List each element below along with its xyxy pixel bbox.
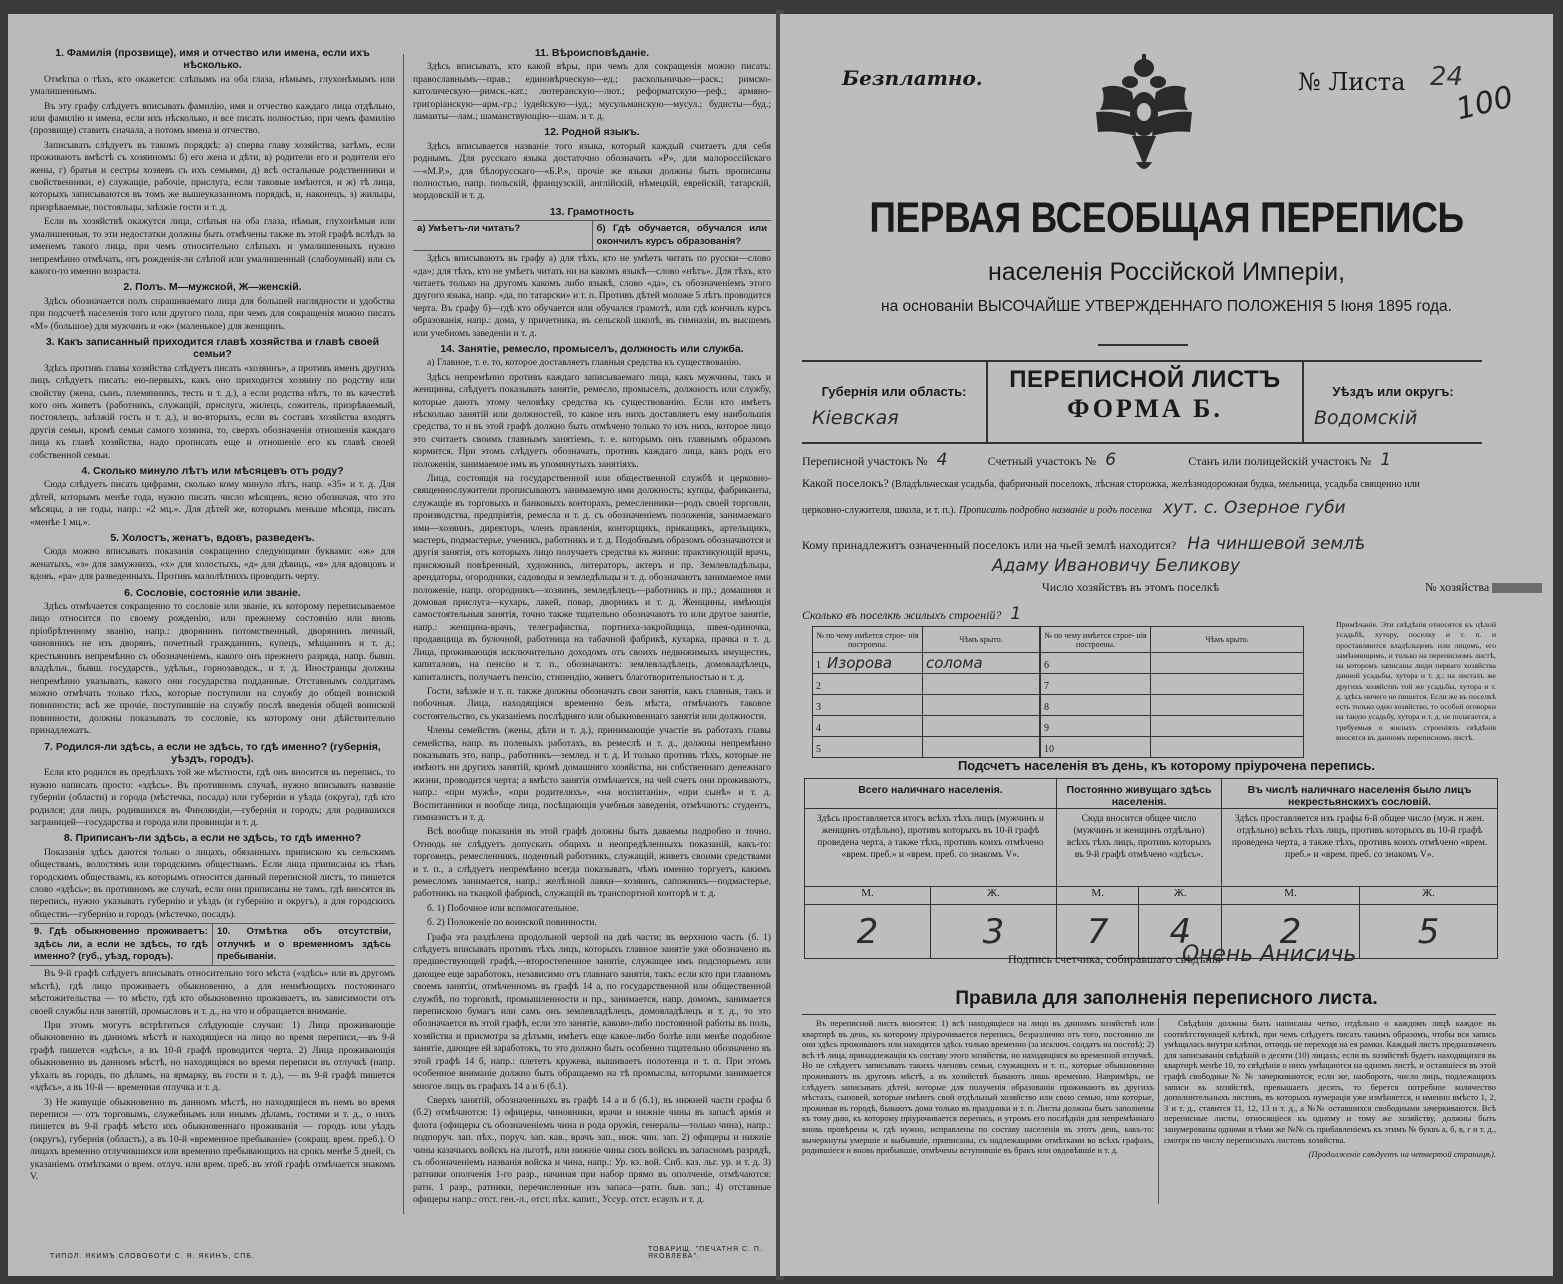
settlement-hint-2: церковно-служителя, школа, и т. п.). (802, 505, 956, 516)
section-paragraph: Гости, заѣзжіе и т. п. также должны обозначать свои занятія, какъ главныя, такъ и побочныя. Лица, находящіяся временно безъ мѣста, отмѣчаютъ таковое состоятельство, съ указаніемъ послѣдняго или обыкновеннаго занятія или должности. (413, 685, 771, 722)
section-paragraph: Здѣсь обозначается полъ спрашиваемаго лица для большей наглядности и удобства при подсчетѣ населенія того или другого пола, при чемъ для сокращенія можно писать «М» (большое) для мужчинъ и «ж» (маленькое) для женщинъ. (30, 295, 395, 332)
building-roof (1151, 716, 1304, 737)
sheet-number-label: № Листа (1298, 68, 1406, 96)
census-title: ПЕРВАЯ ВСЕОБЩАЯ ПЕРЕПИСЬ (869, 194, 1464, 242)
count-f-3: Ж. (1360, 887, 1498, 905)
household-number-redacted (1492, 583, 1542, 593)
sub-heading-row (413, 220, 771, 251)
sub-heading-left: 9. Гдѣ обыкновенно проживаетъ: здѣсь ли, а если не здѣсь, то гдѣ именно? (губ., уѣзд, городъ). (34, 926, 208, 963)
decree-line: на основаніи ВЫСОЧАЙШЕ УТВЕРЖДЕННАГО ПОЛОЖЕНІЯ 5 Іюня 1895 года. (881, 298, 1452, 315)
building-material (821, 675, 827, 693)
section-paragraph: Здѣсь вписывается названіе того языка, который каждый считаетъ для себя роднымъ. Для русскаго языка достаточно обозначить «Р», для малороссійскаго—«М.Р.», для бѣлорусскаго—«Б.Р.», прочіе же языки должны быть прописаны полностью, напр. польскій, французскій, англійскій, нѣмецкій, еврейскій, татарскій, мордовскій и т. д. (413, 140, 771, 202)
free-label: Безплатно. (842, 66, 983, 90)
households-row (802, 580, 1492, 595)
province-value: Кіевская (812, 407, 899, 429)
section-paragraph: Показанія здѣсь даются только о лицахъ, обязанныхъ припискою къ сельскимъ обществамъ, волостямъ или городскимъ обществамъ. Если лица приписаны къ тѣмъ городскимъ обществамъ, къ которымъ относится данный переписной листъ, то пишется слово «здѣсь»; въ противномъ же случаѣ, если они приписаны не тамъ, гдѣ вносятся въ перепись, нужно указывать губернію и уѣздъ (и губернію и округъ), а для городскихъ обществъ—губернію и городъ (мѣстечко, посадъ). (30, 846, 395, 920)
sub-heading-right: б) Гдѣ обучается, обучался или окончилъ курсъ образованія? (592, 221, 772, 250)
building-no: 5 (816, 744, 821, 755)
building-material (1054, 738, 1060, 756)
buildings-table-right (1040, 626, 1304, 758)
count-value-non-peasant-f: 5 (1360, 905, 1498, 959)
title-rule (1098, 344, 1188, 346)
count-desc-resident: Сюда вносится общее число (мужчинъ и женщинъ отдѣльно) всѣхъ тѣхъ лицъ, противъ которыхъ въ 9-й графѣ отмѣчено «здѣсь». (1056, 809, 1221, 887)
section-paragraph: Здѣсь отмѣчается сокращенно то сословіе или званіе, къ которому переписываемое лицо относится по своему рожденію, или прежнему состоянію или вновь пріобрѣтенному званію, напр.: дворянинъ потомственный, дворянинъ личный, чиновникъ не изъ дворянъ, почетный гражданинъ, купецъ, мѣщанинъ и т. д.; крестьянинъ непремѣнно съ обозначеніемъ, какого онъ прежнего разряда, напр. бывш. владѣльч., бывш. государств., удѣльн., горнозаводск., и т. д. Иностранцы должны непремѣнно указывать, какого они государства подданные. Отставнымъ солдатамъ можно отмѣчать только тѣхъ, которые поступили на службу до общей воинской повинности; всѣ же прочіе, поступившіе на службу послѣ введенія общей воинской повинности, должны показывать то сословіе, къ которому они дѣйствительно принадлежатъ. (30, 601, 395, 737)
section-paragraph: При этомъ могутъ встрѣтиться слѣдующіе случаи: 1) Лица проживающіе обыкновенно въ данномъ мѣстѣ и находящіеся на лицо во время переписи,—въ 9-й графѣ пишется «здѣсь», а въ 10-й графѣ проводится черта. 2) Лица проживающія обыкновенно въ данномъ мѣстѣ, но находящіяся во время переписи въ отлучкѣ (напр. уѣхалъ въ городъ, по дѣламъ, на ярмарку, въ гости и т. д.), — въ 9-й графѣ пишется «здѣсь», а въ 10-й — временная отлучка и т. д. (30, 1020, 395, 1094)
building-material (1049, 675, 1055, 693)
owner-row-2 (802, 556, 1492, 576)
camp-label: Станъ или полицейскій участокъ № (1188, 454, 1372, 468)
section-paragraph: Записывать слѣдуетъ въ такомъ порядкѣ: а) сперва главу хозяйства, затѣмъ, если проживаютъ вмѣстѣ съ хозяиномъ: б) его жена и дѣти, в) родители его и родители его жены, г) братья и сестры хозяевъ съ ихъ семьями, д) всѣ остальные родственники и свойственники, е) служащіе, рабочіе, прислуга, если таковые имѣются, и ж) тѣ лица, которыхъ записываются въ томъ же вышеуказанномъ порядкѣ, и, наконецъ, з) жильцы, призрѣваемые, постояльцы, заѣзжіе гости и т. д. (30, 139, 395, 213)
rules-divider (1158, 1018, 1159, 1204)
precinct-value: 4 (936, 450, 948, 470)
count-value-resident-m: 7 (1056, 905, 1139, 959)
rules-rule (802, 1014, 1496, 1015)
buildings-value: 1 (1010, 604, 1022, 624)
population-count-table (804, 778, 1498, 959)
settlement-value: хут. с. Озерное губи (1163, 498, 1346, 518)
section-heading: 8. Приписанъ-ли здѣсь, а если не здѣсь, то гдѣ именно? (63, 832, 362, 845)
building-cell (813, 716, 923, 737)
building-roof (1151, 695, 1304, 716)
section-paragraph: Графа эта раздѣлена продольной чертой на двѣ части; въ верхнюю часть (б. 1) слѣдуетъ вписывать противъ тѣхъ лицъ, которыхъ главное занятіе уже обозначено въ предшествующей графѣ,—второстепенное занятіе, служащее имъ подспорьемъ или дающее еще заработокъ, независимо отъ главнаго занятія, такъ: если кто при главномъ своемъ занятіи, отмѣченномъ въ графѣ 14 а, по государственной или общественной службѣ, по торговлѣ, промышленности и пр., занимается, напр. домомъ, занимается перепискою бумагъ или самъ онъ землевладѣлецъ, домовладѣлецъ и т. д., то это обозначается въ этой графѣ, если это занятіе, каково-либо постоянной работы въ поль, хозяйства и присмотра за дѣтьми, имѣетъ еще какое-либо болѣе или менѣе подобное занятіе, дающее ей заработокъ, то это должно быть особенно тщательно обозначено въ этой графѣ 14 б, напр.: плететъ кружева, вышиваетъ полотенца и т. п. При этомъ особенное вниманіе должно быть обращаемо на тѣ промыслы, которыми занимается многое лицъ въ графахъ 14 а и 6 (б.1). (413, 931, 771, 1092)
building-row (813, 716, 1040, 737)
section-paragraph: Здѣсь вписывать, кто какой вѣры, при чемъ для сокращенія можно писать: православнымъ—прав.; единовѣрческую—ед.; раскольничью—раск.; римско-католическую—римск.-кат.; лютеранскую—лют.; реформатскую—реф.; армяно-григоріанскую—арм.-гр.; іудейскую—іуд.; мусульманскую—мусул.; будисты—буд.; ламаиты—лам.; шаманствующію—шам. и т. д. (413, 61, 771, 123)
buildings-col-no-2: № по чему имѣется строе- нія построены. (1041, 627, 1151, 653)
count-m-2: М. (1056, 887, 1139, 905)
section-heading: 13. Грамотность (549, 205, 635, 218)
building-row (813, 737, 1040, 758)
building-no: 1 (816, 660, 821, 671)
sub-heading-row (30, 923, 395, 966)
section-paragraph: Сверхъ занятій, обозначенныхъ въ графѣ 14 а и б (б.1), въ нижней части графы б (б.2) отмѣчаются: 1) офицеры, чиновники, врачи и нижніе чины въ запасѣ армія и флота (офицеры съ обозначеніемъ чина и рода оружія, генералы—только чина), напр.: подпоруч. зап. пѣх., поруч. зап. кав., врачъ зап., ниж. чин. зап. 2) офицеры и нижніе чины казачьихъ войскъ на льготѣ, или нижніе чины сихъ войскъ въ запасномъ разрядѣ, съ обозначеніемъ названія войска и чина, напр.: Ур. кз. вой. Сиб. каз. льг. ур. и т. д. 3) ратники ополченія 1-го разр., начиная при набор прямо въ ополченіе, отмѣчаются: ратн. 1 разр., ратники, перечисленные изъ запаса—ратн. быв. зап.; 4) отставные офицеры напр.: отст. ген.-л., отст. пѣх. капит., Уссур. отст. есаулъ и т. д. (413, 1094, 771, 1206)
form-title-box (986, 360, 1304, 444)
instructions-column-1 (30, 44, 395, 1185)
right-page (780, 14, 1553, 1276)
section-paragraph: б. 1) Побочное или вспомогательное. (427, 902, 579, 914)
building-material (821, 717, 827, 735)
building-no: 2 (816, 681, 821, 692)
section-heading: 12. Родной языкъ. (544, 126, 640, 139)
building-row (1041, 695, 1304, 716)
building-cell (813, 737, 923, 758)
section-paragraph: Отмѣтка о тѣхъ, кто окажется: слѣпымъ на оба глаза, нѣмымъ, глухонѣмымъ или умалишеннымъ. (30, 73, 395, 98)
owner-value: На чиншевой землѣ (1187, 534, 1366, 554)
instructions-column-2 (413, 44, 771, 1209)
buildings-table-left (812, 626, 1040, 758)
building-no: 4 (816, 723, 821, 734)
building-cell (813, 695, 923, 716)
section-paragraph: а) Главное, т. е. то, которое доставляетъ главныя средства къ существованію. (427, 357, 742, 369)
building-material (1049, 696, 1055, 714)
district-value: Водомскій (1314, 407, 1418, 429)
counting-value: 6 (1105, 450, 1117, 470)
households-label: Число хозяйствъ въ этомъ поселкѣ (1042, 580, 1220, 594)
section-heading: 6. Сословіе, состояніе или званіе. (124, 586, 301, 599)
rules-continued: (Продолженіе слѣдуетъ на четвертой страницѣ). (1308, 1149, 1496, 1160)
district-label: Уѣздъ или округъ: (1332, 384, 1454, 399)
buildings-col-no: № по чему имѣется строе- нія построены. (813, 627, 923, 653)
count-f-2: Ж. (1139, 887, 1222, 905)
building-no: 9 (1044, 723, 1049, 734)
building-roof (1151, 674, 1304, 695)
building-material (821, 738, 827, 756)
building-row (1041, 653, 1304, 674)
count-value-non-peasant-m: 2 (1222, 905, 1360, 959)
census-subtitle: населенія Россійской Имперіи, (987, 258, 1346, 286)
building-cell (1041, 695, 1151, 716)
building-row (813, 653, 1040, 674)
sub-heading-right: 10. Отмѣтка объ отсутствіи, отлучкѣ и о временномъ здѣсь пребываніи. (212, 924, 395, 965)
building-no: 3 (816, 702, 821, 713)
settlement-instruction: Прописать подробно названіе и родъ поселка (959, 505, 1153, 516)
section-paragraph: б. 2) Положеніе по воинской повинности. (427, 917, 597, 929)
count-head-present: Всего наличнаго населенія. (805, 779, 1057, 809)
building-row (813, 695, 1040, 716)
owner-row (802, 534, 1492, 554)
count-desc-present: Здѣсь проставляется итогъ всѣхъ тѣхъ лицъ (мужчинъ и женщинъ отдѣльно), противъ которыхъ въ 10-й графѣ проведена черта, а также тѣхъ, противъ коихъ отмѣчено «врем. преб.» и «врем. преб. со знакомъ V». (805, 809, 1057, 887)
section-heading: 1. Фамилія (прозвище), имя и отчество или имена, если ихъ нѣсколько. (55, 47, 370, 72)
building-no: 8 (1044, 702, 1049, 713)
buildings-label: Сколько въ поселкѣ жилыхъ строеній? (802, 608, 1002, 622)
sheet-number-stamp: 100 (1452, 79, 1517, 128)
double-headed-eagle-emblem (1092, 52, 1196, 176)
rules-right-text: Свѣдѣнія должны быть написаны четко, отдѣльно о каждомъ лицѣ каждое въ соотвѣтствующей клѣткѣ, при чемъ слѣдуетъ писать такимъ образомъ, чтобы вся запись умѣщалась внутри клѣтки, отнюдь не переходя на ея рамки. Каждый листъ предназначенъ для записыванія свѣдѣній о десяти (10) лицахъ; если въ хозяйствѣ будетъ находящихся въ квартирѣ менѣе 10, то свѣдѣнія о нихъ умѣщаются на одномъ листѣ, и оставшіеся въ этой графѣ свободные № № зачеркиваются; если же, наоборотъ, число лицъ, подлежащихъ записи въ хозяйствѣ, превышаетъ десять, то берется потребное количество дополнительныхъ листовъ, въ которыхъ нумерація уже измѣняется, и именно вмѣсто 1, 2, 3 и т. д., ставится 11, 12, 13 и т. д., а №№ оставшихся свободными зачеркиваются. Всѣ переписные листы, относящіеся къ одному и тому же хозяйству, должны быть занумерованы одними и тѣми же №№ съ прибавленіемъ къ этимъ № буквъ а, б, в, г и т. д., смотря по числу переписныхъ листовъ хозяйства. (1164, 1018, 1496, 1145)
sub-heading-left: а) Умѣетъ-ли читать? (417, 223, 521, 235)
owner-label: Кому принадлежитъ означенный поселокъ или на чьей землѣ находится? (802, 538, 1177, 552)
building-row (813, 674, 1040, 695)
form-title: ПЕРЕПИСНОЙ ЛИСТЪ (1009, 366, 1281, 393)
count-desc-non-peasant: Здѣсь проставляется изъ графы 6-й общее число (муж. и жен. отдѣльно) всѣхъ тѣхъ лицъ, противъ которыхъ въ 10-й графѣ проведена черта, а также тѣхъ, противъ коихъ отмѣчено «врем. преб.» и «врем. преб. со знакомъ V». (1222, 809, 1498, 887)
count-head-resident: Постоянно живущаго здѣсь населенія. (1056, 779, 1221, 809)
section-heading: 2. Полъ. М—мужской, Ж—женскій. (123, 281, 302, 294)
building-cell (1041, 674, 1151, 695)
column-divider (403, 54, 404, 1214)
count-head-non-peasant: Въ числѣ наличнаго населенія было лицъ некрестьянскихъ сословій. (1222, 779, 1498, 809)
building-roof (923, 674, 1040, 695)
section-paragraph: Сюда слѣдуетъ писать цифрами, сколько кому минуло лѣтъ, напр. «35» и т. д. Для дѣтей, которымъ менѣе года, нужно писать число мѣсяцевъ, ясно обозначая, что это мѣсяцы, а не годы, напр.: «2 мц.». Для дѣтей же, которымъ меньше мѣсяца, писать «менѣе 1 мц.». (30, 479, 395, 528)
form-type: ФОРМА Б. (1067, 394, 1223, 423)
district-box (1304, 360, 1482, 444)
count-m-3: М. (1222, 887, 1360, 905)
building-cell (813, 653, 923, 674)
section-heading: 4. Сколько минуло лѣтъ или мѣсяцевъ отъ роду? (81, 465, 344, 477)
section-paragraph: 3) Не живущіе обыкновенно въ данномъ мѣстѣ, но находящіеся въ немъ во время переписи — отъ торговымъ, служебнымъ или инымъ дѣламъ, гостями и т. д., о нихъ пишется въ 9-й графѣ мѣсто ихъ обыкновеннаго проживанія — городъ или уѣздъ (округъ), губернія (область), а въ 10-й «временное пребываніе» (сокращ. врем. преб.). О лицахъ временно отлучившихся или временно пребывающихъ на срокъ менѣе 5 дней, съ указаніемъ отмѣтками о врем. отлуч. или врем. преб. въ этой графѣ отмѣчается знакомъ V. (30, 1096, 395, 1182)
province-box (802, 360, 986, 444)
building-cell (1041, 653, 1151, 674)
building-no: 7 (1044, 681, 1049, 692)
camp-value: 1 (1380, 450, 1392, 470)
settlement-label: Какой поселокъ? (802, 476, 889, 490)
sheet-number-value: 24 (1430, 62, 1464, 92)
building-roof: солома (923, 653, 1040, 674)
household-number-label: № хозяйства (1425, 580, 1490, 594)
building-roof (1151, 653, 1304, 674)
section-heading: 5. Холостъ, женатъ, вдовъ, разведенъ. (110, 532, 315, 545)
printer-imprint-right: ТОВАРИЩ. "ПЕЧАТНЯ С. П. ЯКОВЛЕВА". (648, 1246, 763, 1260)
building-roof (1151, 737, 1304, 758)
building-row (1041, 674, 1304, 695)
count-value-present-f: 3 (930, 905, 1056, 959)
building-material (1049, 717, 1055, 735)
precinct-label: Переписной участокъ № (802, 454, 928, 468)
count-m-1: М. (805, 887, 931, 905)
section-paragraph: Если въ хозяйствѣ окажутся лица, слѣпыя на оба глаза, нѣмыя, глухонѣмыя или умалишенныя, то эти недостатки должны быть отмѣчены также въ этой графѣ вслѣдъ за именемъ такого лица, при чемъ относительно слѣпыхъ и умалишенныхъ нужно непремѣнно отмѣчать, отъ рожденія-ли слѣпой или умалишенный (слабоумный) или съ какого-то именно возраста. (30, 216, 395, 277)
enumerator-signature: Очень Анисичь (1182, 942, 1357, 967)
building-row (1041, 737, 1304, 758)
section-paragraph: Члены семействъ (жены, дѣти и т. д.), принимающіе участіе въ работахъ главы семейства, напр. въ полевыхъ работахъ, въ ремеслѣ и т. д., должны непремѣнно показывать это, напр., работникъ—землед. и т. д. И только противъ тѣхъ, которые не имѣютъ ни другихъ занятій, кромѣ домашняго хозяйства, ни собственнаго денежнаго жизни, проводится черта; а вмѣсто занятія отмѣчается, на чей счетъ они проживаютъ, напр.: «при мужѣ», «при родителяхъ», «на воспитаніи», «при сынѣ» и т. д. Воспитанники и вообще лица, посѣщающія учебныя заведенія, отмѣчаютъ: студентъ, гимназистъ и т. д. (413, 725, 771, 823)
section-paragraph: Въ 9-й графѣ слѣдуетъ вписывать относительно того мѣста («здѣсь» или въ другомъ мѣстѣ), гдѣ лицо проживаетъ обыкновенно, а для неимѣющихъ постояннаго мѣстожительства — то мѣсто, гдѣ кто обыкновенно проживаетъ, въ зависимости отъ своей службы или занятій, промысловъ и т. д., на что и обращается вниманіе. (30, 968, 395, 1017)
building-no: 6 (1044, 660, 1049, 671)
building-roof (923, 695, 1040, 716)
building-cell (1041, 737, 1151, 758)
count-f-1: Ж. (930, 887, 1056, 905)
buildings-col-roof-2: Чѣмъ крыто. (1151, 627, 1304, 653)
owner-value-2: Адаму Ивановичу Беликову (992, 556, 1241, 576)
section-paragraph: Сюда можно вписывать показанія сокращенно следующими буквами: «ж» для женатыхъ, «з» для замужнихъ, «х» для холостыхъ, «д» для дѣвицъ, «в» для вдовцовъ и вдовъ, «ра» для разведенныхъ. Противъ малолѣтнихъ проводить черту. (30, 546, 395, 583)
section-paragraph: Здѣсь непремѣнно противъ каждаго записываемаго лица, какъ мужчины, такъ и женщины, слѣдуетъ показывать занятіе, ремесло, промыселъ, должность или службу, которые даютъ этому человѣку средства къ существованію. Если кто имѣетъ нѣсколько занятій или должностей, то какое изъ нихъ доставляетъ ему наибольшія средства, то и въ этой графѣ должно быть отмѣчено только то изъ нихъ, которое лицо это считаетъ своимъ главнымъ занятіемъ, т. е. которымъ онъ главнымъ образомъ кормится. При этомъ слѣдуетъ обозначать, противъ каждаго лица, какъ родъ его положенія, занимаемое имъ въ упомянутыхъ занятіяхъ. (413, 371, 771, 470)
section-heading: 7. Родился-ли здѣсь, а если не здѣсь, то гдѣ именно? (губернія, уѣздъ, городъ). (44, 740, 381, 765)
building-row (1041, 716, 1304, 737)
section-paragraph: Здѣсь противъ главы хозяйства слѣдуетъ писать «хозяинъ», а противъ именъ другихъ лицъ слѣдуетъ писать: ею-первыхъ, какъ оно приходится хозяину по родству или свойству (жена, сынъ, племянникъ, тесть и т. д.), а если родства нѣтъ, то въ качествѣ кого онъ живетъ (работникъ, служащій, прислуга, жилецъ, сожитель, призрѣваемый, постоялецъ, заѣзжій гость и т. д.), и во-вторыхъ, если въ составъ хозяйства входятъ другія семьи, кромѣ семьи самого хозяина, то, сверхъ обозначенія отношенія каждаго лица къ главѣ хозяйства, надо прописать еще и отношеніе его къ главѣ своей собственной семьи. (30, 362, 395, 461)
count-header: Подсчетъ населенія въ день, къ которому пріурочена перепись. (957, 758, 1376, 773)
building-material: Изорова (827, 654, 893, 672)
building-roof (923, 716, 1040, 737)
section-paragraph: Здѣсь вписываютъ въ графу а) для тѣхъ, кто не умѣетъ читать по русски—слово «да»; для тѣхъ, кто не умѣетъ читать ни на какомъ языкѣ—слово «нѣтъ». Для тѣхъ, кто читаетъ только на другомъ какомъ либо языкѣ, слово «да», съ обозначеніемъ этого другого языка, напр. «да, по татарски» и т. п. Противъ дѣтей моложе 5 лѣтъ проводится черта. Въ графу б)—гдѣ кто обучается или обучался грамотѣ, или гдѣ кончилъ курсъ образованія, напр.: дома, у причетника, въ сельской школѣ, въ гимназіи, въ высшемъ или учебномъ заведеніи и т. д. (413, 253, 771, 339)
province-label: Губернія или область: (821, 384, 967, 399)
settlement-row (802, 476, 1492, 491)
building-material (1049, 654, 1055, 672)
section-heading: 3. Какъ записанный приходится главѣ хозяйства и главѣ своей семьи? (45, 335, 380, 361)
counting-label: Счетный участокъ № (987, 454, 1097, 468)
precinct-row (802, 450, 1492, 470)
section-paragraph: Если кто родился въ предѣлахъ той же мѣстности, гдѣ онъ вносится въ перепись, то нужно написать просто: «здѣсь». Въ противномъ случаѣ, нужно вписывать названіе губерніи (области) и города (мѣстечка, посада) или губерніи и уѣзда (округа), гдѣ кто родился; для лицъ, родившихся въ Финляндіи,—губернія и городъ; для родившихся заграницей—государства и города или провинціи и т. д. (30, 767, 395, 828)
section-heading: 11. Вѣроисповѣданіе. (534, 47, 650, 59)
building-cell (1041, 716, 1151, 737)
building-cell (813, 674, 923, 695)
buildings-note: Примѣчаніе. Эти свѣдѣнія относятся къ цѣлой усадьбѣ, хутору, поселку и т. п. и проставляются владѣльцемъ или лицомъ, его замѣняющимъ, и только на переписномъ листѣ, на которомъ записаны люди перваго хозяйства данной усадьбы, хутора и т. д.; на листахъ же другихъ хозяйствъ той же усадьбы, хутора и т. д. здѣсь ничего не пишется. Если же въ поселкѣ есть только одно хозяйство, то особой оговорки на такую усадьбу, хутора и т. д. не полагается, а требуемыя о жилыхъ строеніяхъ свѣдѣнія вносятся въ данномъ переписномъ листѣ. (1336, 620, 1496, 742)
buildings-col-roof: Чѣмъ крыто. (923, 627, 1040, 653)
left-page (8, 14, 780, 1276)
enumerator-signature-label: Подпись счетчика, собиравшаго свѣдѣнія (1008, 952, 1221, 966)
section-paragraph: Лица, состоящія на государственной или общественной службѣ и церковно-священнослужители прописываютъ занимаемую ими должность; купцы, фабриканты, служащіе въ торговыхъ и банковыхъ конторахъ, ремесленники—родъ своей торговли, производства, предпріятія, ремесла и т. д. съ обозначеніемъ положенія, занимаемаго ими—хозяинъ, директоръ, членъ правленія, конторщикъ, прикащикъ, артельщикъ, мастеръ, подмастерье, ученикъ, работникъ и т. д. Подобнымъ образомъ обозначаются и другія занятія, отъ которыхъ лицо получаетъ средства къ жизни: практикующій врачъ, присяжный повѣренный, художникъ, литераторъ, актеръ и пр. Землевладѣльцы, арендаторы, огородники, садоводы и земледѣльцы и т. д. обозначаютъ занимаемое ими положеніе, напр. огородникъ—хозяинъ, земледѣлецъ—работникъ и пр.; домашняя и домовая прислуга—кухарь, лакей, повар, дворникъ и т. д. Женщины, имѣющія самостоятельныя занятія, точно также тщательно обозначаютъ то или другое занятіе, напр.: женщина-врачъ, телеграфистка, портниха-закройщица, швея-одиночка, продавщица въ булочной, работница на табачной фабрикѣ, кухарка, прачка и т. д. Лица, проживающія исключительно доходомъ отъ своихъ недвижимыхъ имуществъ, капиталовъ, на пенсію и т. п., обозначаютъ: землевладѣлецъ, домовладѣлецъ, капиталистъ, получаетъ пенсію, стипендію, живетъ благотворительностью и т. д. (413, 473, 771, 683)
building-roof (923, 737, 1040, 758)
rules-column-2 (1164, 1018, 1496, 1160)
building-no: 10 (1044, 744, 1054, 755)
count-value-resident-f: 4 (1139, 905, 1222, 959)
rules-heading: Правила для заполненія переписного листа. (955, 988, 1378, 1009)
count-value-present-m: 2 (805, 905, 931, 959)
section-heading: 14. Занятіе, ремесло, промыселъ, должность или служба. (440, 342, 744, 355)
rules-column-1: Въ переписной листъ вносятся: 1) всѣ находящіеся на лицо въ данномъ хозяйствѣ или квартирѣ въ день, къ которому пріурочивается перепись, безразлично отъ того, постоянно ли они здѣсь проживаютъ или находятся здѣсь только временно (за исключ. солдатъ на постоѣ); 2) всѣ тѣ лица, принадлежащія къ составу этого хозяйства, но находящіяся во временной отлучкѣ. Но не слѣдуетъ записывать такихъ членовъ семьи, служащихъ и т. п., которые обыкновенно проживаютъ въ другомъ мѣстѣ, а въ хозяйствѣ бываютъ лишь временно. Напримѣръ, не слѣдуетъ записывать дѣтей, которые для полученія образованія проживаютъ въ другихъ мѣстахъ, сыновей, которые имѣютъ свой отдѣльный хозяйство или свою семью, или которые, проживая въ городѣ, бываютъ дома только въ праздники и т. п. Листы должны быть заполнены къ тому дню, къ которому пріурочивается перепись, и утромъ его послѣднія для непремѣннаго вновь провѣрены и, гдѣ нужно, исправлены по составу населенія въ этотъ день, какъ-то: вычеркнуты умершіе и выбывшіе, приписаны, съ надлежащими отмѣтками во всѣхъ графахъ, родившіеся и вновь прибывшіе, отмѣчены вступившіе въ бракъ или овдовѣвшіе и т. д. (802, 1018, 1154, 1156)
building-material (821, 696, 827, 714)
settlement-hint: (Владѣльческая усадьба, фабричный поселокъ, лѣсная сторожка, желѣзнодорожная будка, мельница, усадьба священно или (891, 479, 1420, 490)
printer-imprint-left: ТИПОЛ. ЯКИМЪ СЛОВОБОТИ С. Я. ЯКИНЪ, СПБ. (50, 1253, 255, 1260)
section-paragraph: Въ эту графу слѣдуетъ вписывать фамилію, имя и отчество каждаго лица отдѣльно, или фамилію и имена, если ихъ нѣсколько, и все писать полностью, при чемъ фамилію (прозвище) ставить сначала, а потомъ имена и отчество. (30, 100, 395, 137)
settlement-row-2 (802, 498, 1492, 518)
section-paragraph: Всѣ вообще показанія въ этой графѣ должны быть даваемы подробно и точно. Отнюдь не слѣдуетъ допускать общихъ и неопредѣленныхъ показаній, какъ-то: торговецъ, ремесленникъ, поденный работникъ, служащій, живетъ своими средствами и т. п., а слѣдуетъ непремѣнно всегда показывать, чѣмъ именно торгуетъ, какимъ ремесломъ занимается, напр.: желѣзной лавки—хозяинъ, сапожникъ—подмастерье, работникъ на ткацкой фабрикѣ, служащій въ транспортной конторѣ и т. д. (413, 826, 771, 900)
